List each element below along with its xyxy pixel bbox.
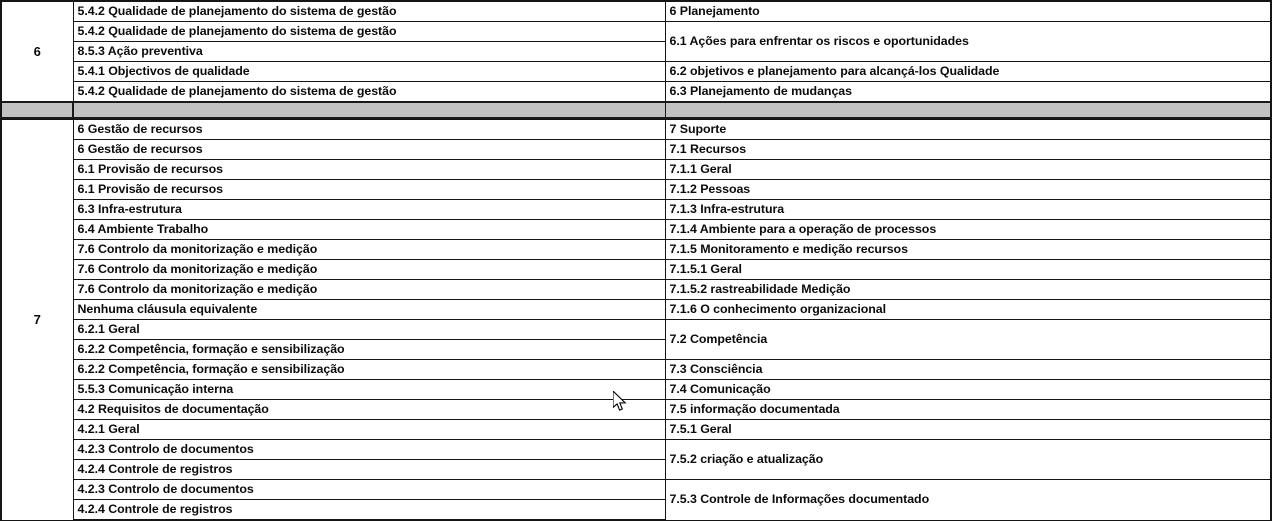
table-row [1, 1, 1271, 22]
old-clause-cell: 6.3 Infra-estrutura [73, 200, 665, 220]
new-clause-cell: 7.5 informação documentada [665, 400, 1271, 420]
table-row [1, 420, 1271, 440]
new-clause-cell: 7.1.3 Infra-estrutura [665, 200, 1271, 220]
old-clause-cell: 6.2.2 Competência, formação e sensibilização [73, 360, 665, 380]
table-row [1, 440, 1271, 460]
table-row [1, 260, 1271, 280]
table-row [1, 200, 1271, 220]
old-clause-cell: 7.6 Controlo da monitorização e medição [73, 240, 665, 260]
old-clause-cell: 6.2.2 Competência, formação e sensibilização [73, 340, 665, 360]
old-clause-cell: 6 Gestão de recursos [73, 120, 665, 140]
old-clause-cell: 6.1 Provisão de recursos [73, 160, 665, 180]
table-row [1, 22, 1271, 42]
table-row [1, 160, 1271, 180]
table-row [1, 62, 1271, 82]
table-row [1, 140, 1271, 160]
new-clause-cell: 7.1.2 Pessoas [665, 180, 1271, 200]
old-clause-cell: 6.1 Provisão de recursos [73, 180, 665, 200]
new-clause-cell: 7.1.1 Geral [665, 160, 1271, 180]
new-clause-cell: 7 Suporte [665, 120, 1271, 140]
old-clause-cell: Nenhuma cláusula equivalente [73, 300, 665, 320]
old-clause-cell: 4.2.3 Controlo de documentos [73, 480, 665, 500]
old-clause-cell: 7.6 Controlo da monitorização e medição [73, 260, 665, 280]
table-row [1, 300, 1271, 320]
table-row [1, 400, 1271, 420]
new-clause-cell: 6.2 objetivos e planejamento para alcançá-los Qualidade [665, 62, 1271, 82]
new-clause-cell: 6 Planejamento [665, 1, 1271, 22]
table-row [1, 280, 1271, 300]
table-row [1, 220, 1271, 240]
old-clause-cell: 5.4.2 Qualidade de planejamento do sistema de gestão [73, 1, 665, 22]
old-clause-cell: 7.6 Controlo da monitorização e medição [73, 280, 665, 300]
section-separator-band [1, 102, 1271, 118]
old-clause-cell: 6 Gestão de recursos [73, 140, 665, 160]
old-clause-cell: 6.2.1 Geral [73, 320, 665, 340]
clause-table-section-6 [0, 0, 1272, 119]
table-row [1, 120, 1271, 140]
new-clause-cell: 7.5.2 criação e atualização [665, 440, 1271, 480]
new-clause-cell: 7.1.6 O conhecimento organizacional [665, 300, 1271, 320]
band-number-cell [1, 102, 73, 118]
old-clause-cell: 4.2.3 Controlo de documentos [73, 440, 665, 460]
new-clause-cell: 7.3 Consciência [665, 360, 1271, 380]
old-clause-cell: 5.5.3 Comunicação interna [73, 380, 665, 400]
old-clause-cell: 8.5.3 Ação preventiva [73, 42, 665, 62]
new-clause-cell: 7.1.5.1 Geral [665, 260, 1271, 280]
section-6-body [1, 1, 1271, 118]
old-clause-cell: 4.2.4 Controle de registros [73, 500, 665, 521]
old-clause-cell: 4.2.1 Geral [73, 420, 665, 440]
new-clause-cell: 7.1.4 Ambiente para a operação de processos [665, 220, 1271, 240]
table-row [1, 360, 1271, 380]
band-old-cell [73, 102, 665, 118]
new-clause-cell: 6.3 Planejamento de mudanças [665, 82, 1271, 103]
new-clause-cell: 7.5.3 Controle de Informações documentado [665, 480, 1271, 521]
new-clause-cell: 7.5.1 Geral [665, 420, 1271, 440]
old-clause-cell: 6.4 Ambiente Trabalho [73, 220, 665, 240]
table-row [1, 480, 1271, 500]
section-number-cell: 6 [1, 1, 73, 102]
section-7-body [1, 120, 1271, 521]
old-clause-cell: 4.2.4 Controle de registros [73, 460, 665, 480]
table-row [1, 240, 1271, 260]
table-row [1, 380, 1271, 400]
new-clause-cell: 6.1 Ações para enfrentar os riscos e oportunidades [665, 22, 1271, 62]
section-number-cell: 7 [1, 120, 73, 521]
old-clause-cell: 5.4.2 Qualidade de planejamento do sistema de gestão [73, 82, 665, 103]
table-row [1, 82, 1271, 103]
old-clause-cell: 5.4.1 Objectivos de qualidade [73, 62, 665, 82]
table-row [1, 180, 1271, 200]
old-clause-cell: 4.2 Requisitos de documentação [73, 400, 665, 420]
new-clause-cell: 7.1.5 Monitoramento e medição recursos [665, 240, 1271, 260]
new-clause-cell: 7.1.5.2 rastreabilidade Medição [665, 280, 1271, 300]
clause-table-section-7 [0, 119, 1272, 521]
new-clause-cell: 7.1 Recursos [665, 140, 1271, 160]
band-new-cell [665, 102, 1271, 118]
table-row [1, 320, 1271, 340]
new-clause-cell: 7.2 Competência [665, 320, 1271, 360]
old-clause-cell: 5.4.2 Qualidade de planejamento do sistema de gestão [73, 22, 665, 42]
new-clause-cell: 7.4 Comunicação [665, 380, 1271, 400]
